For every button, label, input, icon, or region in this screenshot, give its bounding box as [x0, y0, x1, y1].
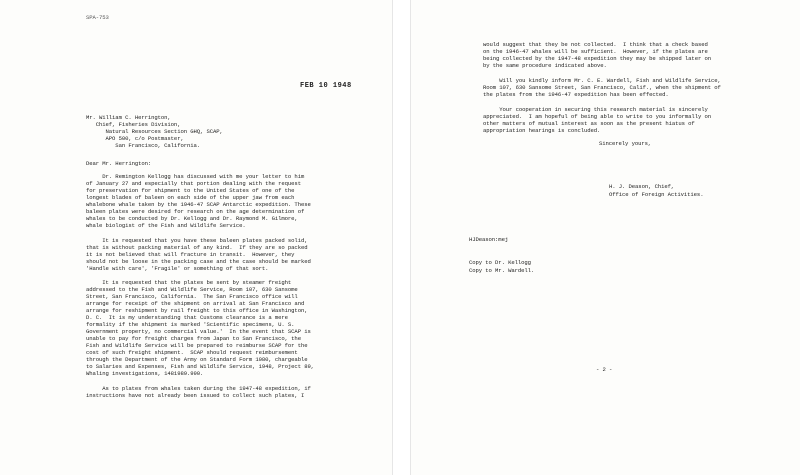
text-line: formality if the shipment is marked 'Scientific specimens, U. S.	[86, 321, 295, 328]
text-line: Your cooperation in securing this research material is sincerely	[483, 106, 708, 113]
text-line: 'Handle with care', 'Fragile' or something of that sort.	[86, 265, 269, 272]
text-line: arrange for reshipment by rail freight to this office in Washington,	[86, 307, 308, 314]
text-line: other matters of mutual interest as soon as the present hiatus of	[483, 120, 695, 127]
text-line: D. C. It is my understanding that Customs clearance is a mere	[86, 314, 288, 321]
text-line: It is requested that you have these baleen plates packed solid,	[86, 237, 308, 244]
text-line: addressed to the Fish and Wildlife Service, Room 107, 630 Sansome	[86, 286, 298, 293]
page-number: - 2 -	[596, 366, 613, 373]
text-line: should not be loose in the packing case and the case should be marked	[86, 258, 311, 265]
cc-line: Copy to Dr. Kellogg	[469, 259, 531, 266]
letter-date: FEB 10 1948	[300, 82, 352, 90]
text-line: whale biologist of the Fish and Wildlife Service.	[86, 222, 246, 229]
text-line: whales to be conducted by Dr. Kellogg and Dr. Raymond M. Gilmore,	[86, 215, 298, 222]
text-line: longest blades of baleen on each side of the upper jaw from each	[86, 194, 295, 201]
text-line: the plates from the 1946-47 expedition has been effected.	[483, 91, 669, 98]
text-line: it is not believed that will fracture in transit. However, they	[86, 251, 295, 258]
salutation: Dear Mr. Herrington:	[86, 160, 152, 167]
cc-line: Copy to Mr. Wardell.	[469, 267, 535, 274]
text-line: Street, San Francisco, California. The San Francisco office will	[86, 293, 298, 300]
text-line: arrange for receipt of the shipment on arrival at San Francisco and	[86, 300, 305, 307]
address-line: Chief, Fisheries Division,	[86, 121, 181, 128]
text-line: whalebone whale taken by the 1946-47 SCAP Antarctic expedition. These	[86, 201, 311, 208]
text-line: appropriation hearings is concluded.	[483, 127, 601, 134]
text-line: by the same procedure indicated above.	[483, 62, 607, 69]
text-line: Dr. Remington Kellogg has discussed with me your letter to him	[86, 173, 305, 180]
text-line: that is without packing material of any kind. If they are so packed	[86, 244, 308, 251]
text-line: Will you kindly inform Mr. C. E. Wardell, Fish and Wildlife Service,	[483, 77, 721, 84]
text-line: appreciated. I am hopeful of being able to write to you informally on	[483, 113, 711, 120]
address-line: San Francisco, California.	[86, 142, 200, 149]
address-line: Natural Resources Section GHQ, SCAP,	[86, 128, 223, 135]
text-line: unable to pay for freight charges from Japan to San Francisco, the	[86, 335, 301, 342]
text-line: It is requested that the plates be sent by steamer freight	[86, 279, 292, 286]
text-line: cost of such freight shipment. SCAP should request reimbursement	[86, 349, 298, 356]
letter-page-2	[410, 0, 800, 475]
signature-line: Office of Foreign Activities.	[609, 191, 704, 198]
text-line: would suggest that they be not collected. I think that a check based	[483, 41, 708, 48]
text-line: for preservation for shipment to the United States of one of the	[86, 187, 295, 194]
file-tag: SPA-753	[86, 14, 109, 21]
text-line: As to plates from whales taken during the 1947-48 expedition, if	[86, 385, 311, 392]
text-line: Room 107, 630 Sansome Street, San Francisco, Calif., when the shipment of	[483, 84, 721, 91]
text-line: Whaling investigations, 1481989.990.	[86, 370, 204, 377]
address-line: Mr. William C. Herrington,	[86, 114, 171, 121]
text-line: instructions have not already been issued to collect such plates, I	[86, 392, 305, 399]
text-line: of January 27 and especially that portion dealing with the request	[86, 180, 301, 187]
text-line: on the 1946-47 whales will be sufficient. However, if the plates are	[483, 48, 708, 55]
typist-initials: HJDeason:mej	[469, 236, 509, 243]
address-line: APO 500, c/o Postmaster,	[86, 135, 184, 142]
text-line: Fish and Wildlife Service will be prepared to reimburse SCAP for the	[86, 342, 308, 349]
complimentary-close: Sincerely yours,	[599, 140, 652, 147]
signature-line: H. J. Deason, Chief,	[609, 183, 675, 190]
text-line: Government property, no commercial value.' In the event that SCAP is	[86, 328, 311, 335]
letter-page-1	[0, 0, 393, 475]
text-line: being collected by the 1947-48 expedition they may be shipped later on	[483, 55, 711, 62]
text-line: through the Department of the Army on Standard Form 1080, chargeable	[86, 356, 308, 363]
text-line: to Salaries and Expenses, Fish and Wildlife Service, 1948, Project 89,	[86, 363, 314, 370]
text-line: baleen plates were desired for research on the age determination of	[86, 208, 305, 215]
